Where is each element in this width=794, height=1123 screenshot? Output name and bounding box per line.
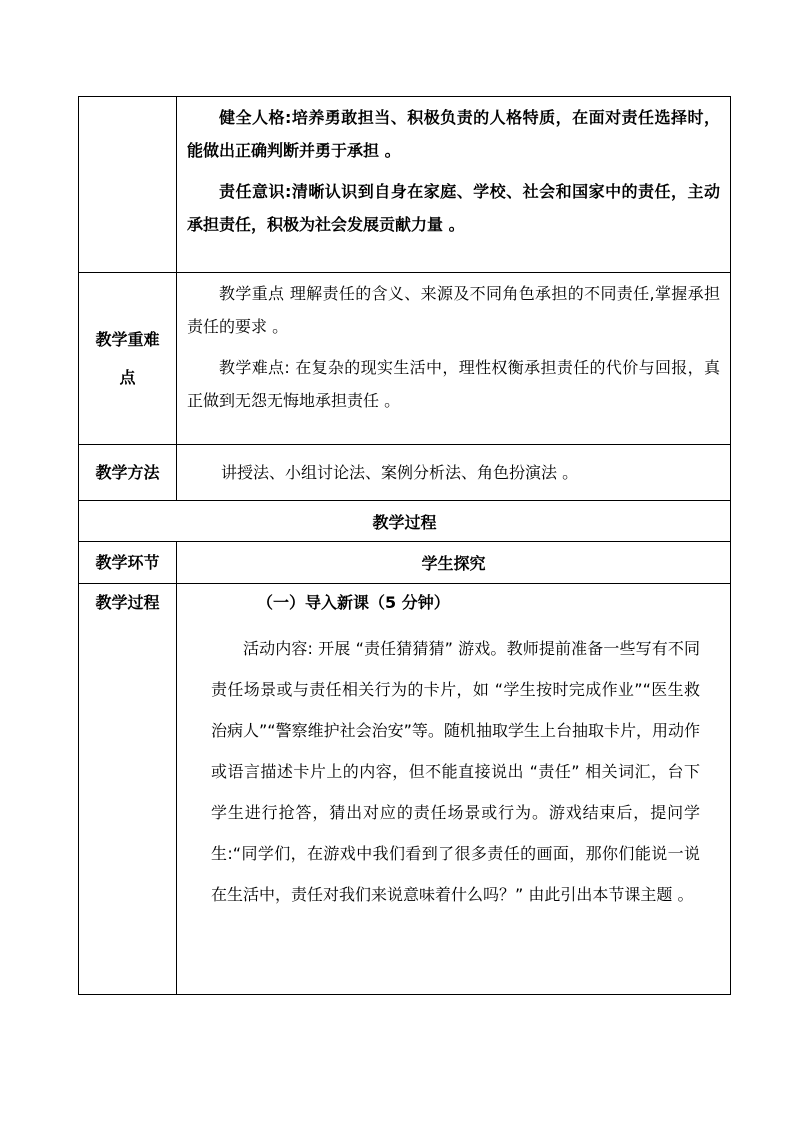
stage-label: 教学环节 xyxy=(79,542,177,584)
personality-title: 健全人格: xyxy=(219,108,292,127)
personality-text: 培养勇敢担当、积极负责的人格特质，在面对责任选择时，能做出正确判断并勇于承担 。 xyxy=(187,108,720,160)
responsibility-title: 责任意识: xyxy=(219,182,292,201)
process-content-cell xyxy=(177,584,731,995)
goals-personality-paragraph xyxy=(177,101,730,167)
methods-text: 讲授法、小组讨论法、案例分析法、角色扮演法 。 xyxy=(221,463,579,482)
process-header: 教学过程 xyxy=(79,501,731,542)
process-label: 教学过程 xyxy=(79,584,177,995)
key-points-row xyxy=(79,273,731,445)
process-row xyxy=(79,584,731,995)
key-points-label-cell xyxy=(79,273,177,445)
stage-header-row xyxy=(79,542,731,584)
key-points-label-line2: 点 xyxy=(119,367,136,387)
lesson-plan-table xyxy=(78,96,731,995)
process-subtitle: （一）导入新课（5 分钟） xyxy=(257,593,450,612)
key-points-content-cell xyxy=(177,273,731,445)
goals-content-cell xyxy=(177,97,731,273)
goals-responsibility-paragraph xyxy=(177,175,730,241)
goals-label-cell xyxy=(79,97,177,273)
process-body: 活动内容: 开展 “责任猜猜猜” 游戏。教师提前准备一些写有不同责任场景或与责任相关行为的卡片，如 “学生按时完成作业”“医生救治病人”“警察维护社会治安”等。随机抽取学生上台抽取卡片，用动作或语言描述卡片上的内容，但不能直接说出 “责任” 相关词汇，台下学生进行抢答，猜出对应的责任场景或行为。游戏结束后，提问学生:“同学们，在游戏中我们看到了很多责任的画面，那你们能说一说在生活中，责任对我们来说意味着什么吗？” 由此引出本节课主题 。 xyxy=(211,639,700,904)
methods-label: 教学方法 xyxy=(79,445,177,501)
key-points-label-line1: 教学重难 xyxy=(95,329,160,349)
responsibility-text: 清晰认识到自身在家庭、学校、社会和国家中的责任，主动承担责任，积极为社会发展贡献力量 。 xyxy=(187,182,720,234)
key-point-paragraph: 教学重点 理解责任的含义、来源及不同角色承担的不同责任,掌握承担责任的要求 。 xyxy=(187,284,720,336)
methods-content-cell xyxy=(177,445,731,501)
process-header-row xyxy=(79,501,731,542)
goals-row xyxy=(79,97,731,273)
methods-row xyxy=(79,445,731,501)
stage-title: 学生探究 xyxy=(177,542,731,584)
difficult-point-paragraph: 教学难点: 在复杂的现实生活中，理性权衡承担责任的代价与回报，真正做到无怨无悔地承担责任 。 xyxy=(187,358,720,410)
